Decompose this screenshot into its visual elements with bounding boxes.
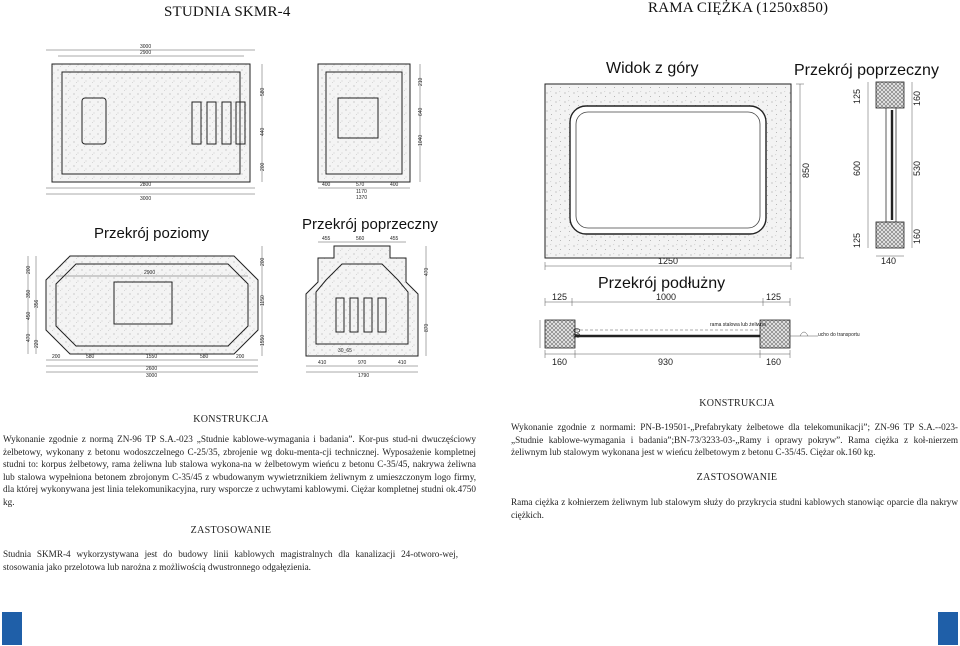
svg-text:30_65: 30_65 [338, 348, 352, 354]
dim-3000-top: 3000 [140, 44, 152, 50]
cross-section-well [260, 236, 430, 379]
svg-text:200: 200 [26, 265, 32, 274]
konstrukcja-body-right: Wykonanie zgodnie z normami: PN-B-19501-„Prefabrykaty żelbetowe dla telekomunikacji”; ZN-96 TP S.A.--023-„Studnie kablowe-wymagania i badania”;BN-73/3233-03-„Ramy i oprawy pokryw”. Rama ciężka z koł-nierzem żeliwnym lub stalowym wykonana jest w wieńcu żelbetowym z betonu C-35/45. Ciężar ok.160 kg. [511, 422, 958, 458]
label-widok-z-gory: Widok z góry [606, 60, 699, 77]
horizontal-section [26, 256, 258, 379]
konstrukcja-heading-right: KONSTRUKCJA [699, 398, 775, 409]
svg-text:160: 160 [912, 228, 922, 244]
note-rama: rama stalowa lub żeliwna [710, 322, 766, 328]
svg-text:200: 200 [52, 354, 61, 360]
svg-text:580: 580 [260, 87, 266, 96]
svg-text:125: 125 [766, 292, 782, 302]
svg-text:1370: 1370 [356, 195, 368, 201]
konstrukcja-body-left [3, 433, 476, 509]
svg-text:470: 470 [424, 267, 430, 276]
svg-text:455: 455 [322, 236, 331, 242]
left-title: STUDNIA SKMR-4 [164, 4, 291, 20]
svg-text:400: 400 [322, 182, 331, 188]
svg-text:570: 570 [356, 182, 365, 188]
svg-text:1790: 1790 [358, 373, 370, 379]
page-tab-right [938, 612, 958, 645]
label-przekroj-poprzeczny-right: Przekrój poprzeczny [794, 62, 939, 79]
svg-text:870: 870 [424, 323, 430, 332]
right-title: RAMA CIĘŻKA (1250x850) [648, 0, 829, 16]
svg-text:1170: 1170 [356, 189, 367, 195]
svg-text:140: 140 [881, 256, 897, 266]
svg-text:1550: 1550 [260, 334, 266, 346]
svg-text:600: 600 [852, 160, 862, 176]
svg-text:220: 220 [34, 339, 40, 348]
svg-text:560: 560 [356, 236, 365, 242]
zastosowanie-heading-left: ZASTOSOWANIE [190, 525, 272, 536]
frame-cross-section [852, 82, 922, 266]
svg-text:1040: 1040 [418, 134, 424, 146]
frame-technical-drawings [500, 36, 960, 376]
zastosowanie-heading-right: ZASTOSOWANIE [696, 472, 778, 483]
svg-text:640: 640 [418, 107, 424, 116]
svg-text:125: 125 [852, 88, 862, 104]
svg-text:410: 410 [398, 360, 407, 366]
svg-text:200: 200 [260, 162, 266, 171]
svg-text:160: 160 [912, 90, 922, 106]
svg-text:455: 455 [390, 236, 399, 242]
dim-3000-bottom: 3000 [140, 196, 152, 202]
label-przekroj-podluzny: Przekrój podłużny [598, 275, 726, 292]
svg-text:580: 580 [200, 354, 209, 360]
note-ucho: ucho do transportu [818, 332, 860, 338]
svg-text:200: 200 [236, 354, 245, 360]
svg-text:970: 970 [358, 360, 367, 366]
page-tab-left [2, 612, 22, 645]
svg-text:2900: 2900 [144, 270, 156, 276]
svg-text:80: 80 [572, 327, 582, 338]
svg-text:210: 210 [418, 77, 424, 86]
svg-text:125: 125 [852, 232, 862, 248]
svg-text:850: 850 [801, 162, 811, 178]
svg-text:1550: 1550 [146, 354, 158, 360]
zastosowanie-body-right: Rama ciężka z kołnierzem żeliwnym lub stalowym służy do przykrycia studni kablowych stanowiąc oparcie dla nakryw ciężkich. [511, 497, 958, 520]
label-przekroj-poziomy: Przekrój poziomy [94, 225, 210, 242]
svg-text:200: 200 [260, 257, 266, 266]
konstrukcja-body-left-part1: Wykonanie zgodnie z normą ZN-96 TP S.A.-023 „Studnie kablowe-wymagania i badania”. Kor-pus stud-ni dwuczęściowy żelbetowy, wykonany z betonu wodoszczelnego C-25/35, zbrojenie wg doku-menta-cji technicznej. [3, 434, 476, 457]
dim-2800: 2800 [140, 182, 152, 188]
svg-text:160: 160 [552, 357, 568, 367]
label-przekroj-poprzeczny-left: Przekrój poprzeczny [302, 216, 438, 233]
svg-text:350: 350 [26, 289, 32, 298]
svg-text:356: 356 [34, 299, 40, 308]
frame-longitudinal-section [540, 292, 860, 367]
svg-text:450: 450 [26, 311, 32, 320]
svg-text:1000: 1000 [656, 292, 677, 302]
svg-text:930: 930 [658, 357, 674, 367]
svg-text:580: 580 [86, 354, 95, 360]
svg-text:530: 530 [912, 160, 922, 176]
svg-text:470: 470 [26, 333, 32, 342]
svg-text:1150: 1150 [260, 295, 266, 306]
well-technical-drawings [0, 36, 480, 396]
dim-2900-top: 2900 [140, 50, 152, 56]
svg-text:440: 440 [260, 127, 266, 136]
zastosowanie-body-left: Studnia SKMR-4 wykorzystywana jest do budowy linii kablowych magistralnych dla kanalizacji 24-otworo-wej, stosowania jako przelotowa lub narożna z możliwością dwustronnego odgałęzienia. [3, 549, 458, 572]
elevation-view-left [46, 44, 255, 202]
svg-text:400: 400 [390, 182, 399, 188]
frame-top-view [545, 84, 811, 270]
svg-text:3000: 3000 [146, 373, 158, 379]
svg-text:2600: 2600 [146, 366, 158, 372]
front-view [260, 64, 424, 201]
svg-text:160: 160 [766, 357, 782, 367]
svg-text:410: 410 [318, 360, 327, 366]
konstrukcja-body-left-part2: Wyposażenie kompletnej studni to: korpus żelbetowy, rama żeliwna lub stalowa wykona-na w żelbetowym wieńcu z betonu C-35/45, nakrywa żeliwna lub stalowa wypełniona betonem zbrojonym C-35/45 z wbudowanym wywietrznikiem żeliwnym z umieszczonym logo firmy, dla której wykonywana jest linia telekomunikacyjna, rury wsporcze z uchwytami kablowymi. Ciężar kompletnej studni ok.4750 kg. [3, 446, 476, 507]
svg-text:1250: 1250 [658, 256, 679, 266]
svg-text:125: 125 [552, 292, 568, 302]
konstrukcja-heading-left: KONSTRUKCJA [193, 414, 269, 425]
